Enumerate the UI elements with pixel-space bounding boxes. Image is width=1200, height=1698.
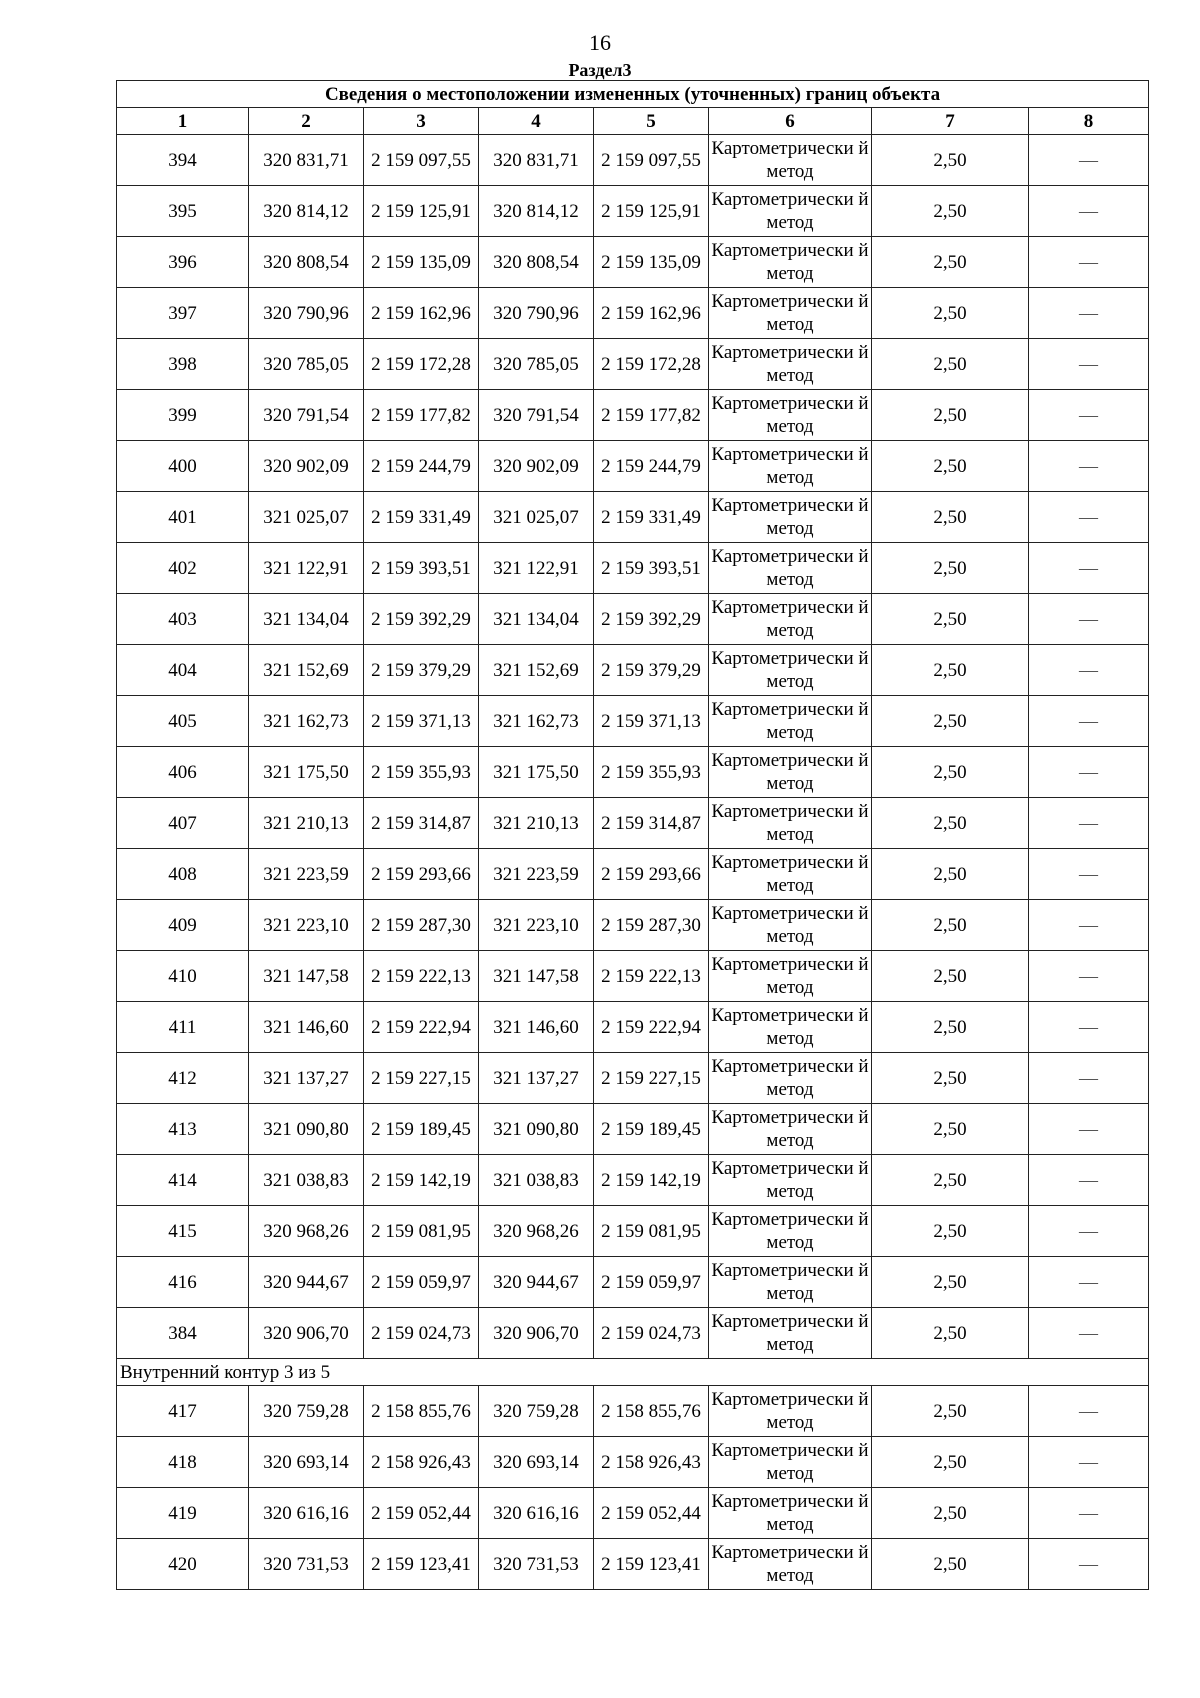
x2-coordinate-cell: 320 759,28	[479, 1386, 594, 1437]
column-header: 6	[709, 108, 872, 135]
table-row	[117, 1488, 1149, 1539]
method-cell: Картометрически й метод	[709, 696, 872, 747]
method-cell: Картометрически й метод	[709, 1053, 872, 1104]
point-number-cell: 396	[117, 237, 249, 288]
x2-coordinate-cell: 321 152,69	[479, 645, 594, 696]
point-number-cell: 409	[117, 900, 249, 951]
method-cell: Картометрически й метод	[709, 849, 872, 900]
x2-coordinate-cell: 321 162,73	[479, 696, 594, 747]
x-coordinate-cell: 320 693,14	[249, 1437, 364, 1488]
x-coordinate-cell: 320 902,09	[249, 441, 364, 492]
table-row	[117, 339, 1149, 390]
note-cell: —	[1029, 390, 1149, 441]
x-coordinate-cell: 320 790,96	[249, 288, 364, 339]
x-coordinate-cell: 321 038,83	[249, 1155, 364, 1206]
x-coordinate-cell: 320 785,05	[249, 339, 364, 390]
point-number-cell: 394	[117, 135, 249, 186]
x2-coordinate-cell: 320 831,71	[479, 135, 594, 186]
note-cell: —	[1029, 1155, 1149, 1206]
point-number-cell: 407	[117, 798, 249, 849]
table-row	[117, 390, 1149, 441]
y2-coordinate-cell: 2 159 293,66	[594, 849, 709, 900]
y2-coordinate-cell: 2 159 393,51	[594, 543, 709, 594]
point-number-cell: 417	[117, 1386, 249, 1437]
y2-coordinate-cell: 2 158 855,76	[594, 1386, 709, 1437]
note-cell: —	[1029, 543, 1149, 594]
section-title: Раздел3	[568, 60, 632, 80]
point-number-cell: 404	[117, 645, 249, 696]
accuracy-cell: 2,50	[872, 1386, 1029, 1437]
accuracy-cell: 2,50	[872, 1488, 1029, 1539]
y-coordinate-cell: 2 159 227,15	[364, 1053, 479, 1104]
method-cell: Картометрически й метод	[709, 594, 872, 645]
x-coordinate-cell: 321 146,60	[249, 1002, 364, 1053]
y2-coordinate-cell: 2 159 244,79	[594, 441, 709, 492]
table-row	[117, 1053, 1149, 1104]
table-row	[117, 441, 1149, 492]
y-coordinate-cell: 2 159 393,51	[364, 543, 479, 594]
x-coordinate-cell: 320 814,12	[249, 186, 364, 237]
y-coordinate-cell: 2 159 244,79	[364, 441, 479, 492]
note-cell: —	[1029, 135, 1149, 186]
method-cell: Картометрически й метод	[709, 747, 872, 798]
y2-coordinate-cell: 2 159 222,94	[594, 1002, 709, 1053]
accuracy-cell: 2,50	[872, 1002, 1029, 1053]
method-cell: Картометрически й метод	[709, 339, 872, 390]
y2-coordinate-cell: 2 159 331,49	[594, 492, 709, 543]
x-coordinate-cell: 321 137,27	[249, 1053, 364, 1104]
x2-coordinate-cell: 320 944,67	[479, 1257, 594, 1308]
table-row	[117, 696, 1149, 747]
y-coordinate-cell: 2 159 355,93	[364, 747, 479, 798]
x2-coordinate-cell: 320 693,14	[479, 1437, 594, 1488]
y2-coordinate-cell: 2 159 081,95	[594, 1206, 709, 1257]
note-cell: —	[1029, 849, 1149, 900]
method-cell: Картометрически й метод	[709, 951, 872, 1002]
y-coordinate-cell: 2 159 081,95	[364, 1206, 479, 1257]
x2-coordinate-cell: 321 223,10	[479, 900, 594, 951]
table-row	[117, 900, 1149, 951]
y2-coordinate-cell: 2 159 177,82	[594, 390, 709, 441]
method-cell: Картометрически й метод	[709, 390, 872, 441]
point-number-cell: 400	[117, 441, 249, 492]
table-row	[117, 1257, 1149, 1308]
method-cell: Картометрически й метод	[709, 1488, 872, 1539]
y-coordinate-cell: 2 158 926,43	[364, 1437, 479, 1488]
point-number-cell: 420	[117, 1539, 249, 1590]
column-header: 5	[594, 108, 709, 135]
accuracy-cell: 2,50	[872, 543, 1029, 594]
y-coordinate-cell: 2 159 162,96	[364, 288, 479, 339]
y2-coordinate-cell: 2 159 355,93	[594, 747, 709, 798]
method-cell: Картометрически й метод	[709, 1539, 872, 1590]
note-cell: —	[1029, 594, 1149, 645]
method-cell: Картометрически й метод	[709, 288, 872, 339]
x2-coordinate-cell: 321 223,59	[479, 849, 594, 900]
y2-coordinate-cell: 2 159 392,29	[594, 594, 709, 645]
x-coordinate-cell: 321 090,80	[249, 1104, 364, 1155]
table-row	[117, 798, 1149, 849]
x2-coordinate-cell: 320 814,12	[479, 186, 594, 237]
table-row	[117, 135, 1149, 186]
accuracy-cell: 2,50	[872, 1257, 1029, 1308]
x2-coordinate-cell: 320 616,16	[479, 1488, 594, 1539]
table-row	[117, 1386, 1149, 1437]
note-cell: —	[1029, 1002, 1149, 1053]
table-row	[117, 1206, 1149, 1257]
accuracy-cell: 2,50	[872, 186, 1029, 237]
x2-coordinate-cell: 321 175,50	[479, 747, 594, 798]
table-row	[117, 849, 1149, 900]
y-coordinate-cell: 2 159 287,30	[364, 900, 479, 951]
x-coordinate-cell: 320 944,67	[249, 1257, 364, 1308]
y-coordinate-cell: 2 159 172,28	[364, 339, 479, 390]
y2-coordinate-cell: 2 159 024,73	[594, 1308, 709, 1359]
point-number-cell: 411	[117, 1002, 249, 1053]
method-cell: Картометрически й метод	[709, 543, 872, 594]
accuracy-cell: 2,50	[872, 1155, 1029, 1206]
x2-coordinate-cell: 321 122,91	[479, 543, 594, 594]
x-coordinate-cell: 320 831,71	[249, 135, 364, 186]
column-header: 1	[117, 108, 249, 135]
table-row	[117, 492, 1149, 543]
method-cell: Картометрически й метод	[709, 645, 872, 696]
note-cell: —	[1029, 1257, 1149, 1308]
y-coordinate-cell: 2 159 371,13	[364, 696, 479, 747]
point-number-cell: 384	[117, 1308, 249, 1359]
y-coordinate-cell: 2 159 052,44	[364, 1488, 479, 1539]
point-number-cell: 416	[117, 1257, 249, 1308]
note-cell: —	[1029, 747, 1149, 798]
y2-coordinate-cell: 2 159 142,19	[594, 1155, 709, 1206]
y-coordinate-cell: 2 159 097,55	[364, 135, 479, 186]
table-title: Сведения о местоположении измененных (уточненных) границ объекта	[117, 81, 1149, 108]
point-number-cell: 403	[117, 594, 249, 645]
y-coordinate-cell: 2 159 123,41	[364, 1539, 479, 1590]
point-number-cell: 413	[117, 1104, 249, 1155]
contour-label-row	[117, 1359, 1149, 1386]
x-coordinate-cell: 320 731,53	[249, 1539, 364, 1590]
note-cell: —	[1029, 951, 1149, 1002]
note-cell: —	[1029, 900, 1149, 951]
accuracy-cell: 2,50	[872, 1308, 1029, 1359]
accuracy-cell: 2,50	[872, 798, 1029, 849]
column-header: 4	[479, 108, 594, 135]
method-cell: Картометрически й метод	[709, 1002, 872, 1053]
table-row	[117, 1155, 1149, 1206]
note-cell: —	[1029, 798, 1149, 849]
table-row	[117, 543, 1149, 594]
x-coordinate-cell: 320 791,54	[249, 390, 364, 441]
y-coordinate-cell: 2 159 125,91	[364, 186, 479, 237]
point-number-cell: 412	[117, 1053, 249, 1104]
method-cell: Картометрически й метод	[709, 441, 872, 492]
method-cell: Картометрически й метод	[709, 798, 872, 849]
x2-coordinate-cell: 320 902,09	[479, 441, 594, 492]
method-cell: Картометрически й метод	[709, 1386, 872, 1437]
x2-coordinate-cell: 320 808,54	[479, 237, 594, 288]
accuracy-cell: 2,50	[872, 339, 1029, 390]
accuracy-cell: 2,50	[872, 237, 1029, 288]
y2-coordinate-cell: 2 159 314,87	[594, 798, 709, 849]
y2-coordinate-cell: 2 159 227,15	[594, 1053, 709, 1104]
point-number-cell: 418	[117, 1437, 249, 1488]
x-coordinate-cell: 321 210,13	[249, 798, 364, 849]
table-row	[117, 747, 1149, 798]
note-cell: —	[1029, 1488, 1149, 1539]
table-body	[117, 135, 1149, 1590]
x2-coordinate-cell: 320 968,26	[479, 1206, 594, 1257]
column-header: 3	[364, 108, 479, 135]
y2-coordinate-cell: 2 159 125,91	[594, 186, 709, 237]
x2-coordinate-cell: 321 147,58	[479, 951, 594, 1002]
x2-coordinate-cell: 320 790,96	[479, 288, 594, 339]
accuracy-cell: 2,50	[872, 1104, 1029, 1155]
y-coordinate-cell: 2 159 177,82	[364, 390, 479, 441]
note-cell: —	[1029, 1104, 1149, 1155]
note-cell: —	[1029, 696, 1149, 747]
y-coordinate-cell: 2 159 379,29	[364, 645, 479, 696]
accuracy-cell: 2,50	[872, 390, 1029, 441]
note-cell: —	[1029, 1386, 1149, 1437]
point-number-cell: 397	[117, 288, 249, 339]
x2-coordinate-cell: 320 731,53	[479, 1539, 594, 1590]
point-number-cell: 406	[117, 747, 249, 798]
x-coordinate-cell: 321 122,91	[249, 543, 364, 594]
x-coordinate-cell: 321 134,04	[249, 594, 364, 645]
x-coordinate-cell: 320 759,28	[249, 1386, 364, 1437]
y2-coordinate-cell: 2 159 172,28	[594, 339, 709, 390]
accuracy-cell: 2,50	[872, 1437, 1029, 1488]
y-coordinate-cell: 2 159 392,29	[364, 594, 479, 645]
x-coordinate-cell: 320 616,16	[249, 1488, 364, 1539]
y2-coordinate-cell: 2 159 059,97	[594, 1257, 709, 1308]
coordinates-table	[116, 80, 1149, 1590]
x2-coordinate-cell: 321 025,07	[479, 492, 594, 543]
y2-coordinate-cell: 2 159 052,44	[594, 1488, 709, 1539]
y-coordinate-cell: 2 159 331,49	[364, 492, 479, 543]
method-cell: Картометрически й метод	[709, 1206, 872, 1257]
x-coordinate-cell: 320 968,26	[249, 1206, 364, 1257]
y2-coordinate-cell: 2 159 379,29	[594, 645, 709, 696]
note-cell: —	[1029, 441, 1149, 492]
page-number: 16	[589, 30, 611, 55]
note-cell: —	[1029, 1206, 1149, 1257]
y-coordinate-cell: 2 159 135,09	[364, 237, 479, 288]
y-coordinate-cell: 2 159 222,13	[364, 951, 479, 1002]
x2-coordinate-cell: 321 038,83	[479, 1155, 594, 1206]
table-row	[117, 1104, 1149, 1155]
y-coordinate-cell: 2 159 142,19	[364, 1155, 479, 1206]
x2-coordinate-cell: 321 210,13	[479, 798, 594, 849]
accuracy-cell: 2,50	[872, 1206, 1029, 1257]
accuracy-cell: 2,50	[872, 951, 1029, 1002]
x-coordinate-cell: 320 906,70	[249, 1308, 364, 1359]
column-header: 7	[872, 108, 1029, 135]
y2-coordinate-cell: 2 159 287,30	[594, 900, 709, 951]
table-row	[117, 1539, 1149, 1590]
note-cell: —	[1029, 1437, 1149, 1488]
point-number-cell: 395	[117, 186, 249, 237]
x-coordinate-cell: 320 808,54	[249, 237, 364, 288]
method-cell: Картометрически й метод	[709, 135, 872, 186]
accuracy-cell: 2,50	[872, 1539, 1029, 1590]
y2-coordinate-cell: 2 159 135,09	[594, 237, 709, 288]
y2-coordinate-cell: 2 159 189,45	[594, 1104, 709, 1155]
x-coordinate-cell: 321 175,50	[249, 747, 364, 798]
method-cell: Картометрически й метод	[709, 1437, 872, 1488]
accuracy-cell: 2,50	[872, 135, 1029, 186]
point-number-cell: 410	[117, 951, 249, 1002]
accuracy-cell: 2,50	[872, 645, 1029, 696]
point-number-cell: 419	[117, 1488, 249, 1539]
y-coordinate-cell: 2 159 314,87	[364, 798, 479, 849]
note-cell: —	[1029, 186, 1149, 237]
y-coordinate-cell: 2 159 024,73	[364, 1308, 479, 1359]
method-cell: Картометрически й метод	[709, 1257, 872, 1308]
accuracy-cell: 2,50	[872, 441, 1029, 492]
method-cell: Картометрически й метод	[709, 900, 872, 951]
column-header: 2	[249, 108, 364, 135]
point-number-cell: 408	[117, 849, 249, 900]
point-number-cell: 415	[117, 1206, 249, 1257]
y-coordinate-cell: 2 159 222,94	[364, 1002, 479, 1053]
method-cell: Картометрически й метод	[709, 492, 872, 543]
point-number-cell: 405	[117, 696, 249, 747]
accuracy-cell: 2,50	[872, 492, 1029, 543]
x2-coordinate-cell: 321 146,60	[479, 1002, 594, 1053]
table-row	[117, 1308, 1149, 1359]
accuracy-cell: 2,50	[872, 1053, 1029, 1104]
table-row	[117, 951, 1149, 1002]
point-number-cell: 398	[117, 339, 249, 390]
y2-coordinate-cell: 2 159 097,55	[594, 135, 709, 186]
table-row	[117, 1002, 1149, 1053]
x2-coordinate-cell: 320 791,54	[479, 390, 594, 441]
method-cell: Картометрически й метод	[709, 1308, 872, 1359]
x2-coordinate-cell: 320 906,70	[479, 1308, 594, 1359]
x-coordinate-cell: 321 223,10	[249, 900, 364, 951]
table-row	[117, 288, 1149, 339]
y-coordinate-cell: 2 159 293,66	[364, 849, 479, 900]
y2-coordinate-cell: 2 158 926,43	[594, 1437, 709, 1488]
note-cell: —	[1029, 492, 1149, 543]
note-cell: —	[1029, 1539, 1149, 1590]
accuracy-cell: 2,50	[872, 594, 1029, 645]
x2-coordinate-cell: 321 090,80	[479, 1104, 594, 1155]
x-coordinate-cell: 321 223,59	[249, 849, 364, 900]
x-coordinate-cell: 321 147,58	[249, 951, 364, 1002]
note-cell: —	[1029, 1308, 1149, 1359]
table-row	[117, 1437, 1149, 1488]
x-coordinate-cell: 321 025,07	[249, 492, 364, 543]
table-row	[117, 594, 1149, 645]
x-coordinate-cell: 321 162,73	[249, 696, 364, 747]
y2-coordinate-cell: 2 159 371,13	[594, 696, 709, 747]
note-cell: —	[1029, 237, 1149, 288]
table-row	[117, 645, 1149, 696]
x-coordinate-cell: 321 152,69	[249, 645, 364, 696]
accuracy-cell: 2,50	[872, 696, 1029, 747]
x2-coordinate-cell: 320 785,05	[479, 339, 594, 390]
table-row	[117, 237, 1149, 288]
y2-coordinate-cell: 2 159 222,13	[594, 951, 709, 1002]
table-row	[117, 186, 1149, 237]
accuracy-cell: 2,50	[872, 900, 1029, 951]
contour-label: Внутренний контур 3 из 5	[117, 1359, 1149, 1386]
note-cell: —	[1029, 645, 1149, 696]
point-number-cell: 402	[117, 543, 249, 594]
point-number-cell: 399	[117, 390, 249, 441]
note-cell: —	[1029, 1053, 1149, 1104]
y-coordinate-cell: 2 158 855,76	[364, 1386, 479, 1437]
y2-coordinate-cell: 2 159 162,96	[594, 288, 709, 339]
y-coordinate-cell: 2 159 059,97	[364, 1257, 479, 1308]
y-coordinate-cell: 2 159 189,45	[364, 1104, 479, 1155]
note-cell: —	[1029, 339, 1149, 390]
note-cell: —	[1029, 288, 1149, 339]
x2-coordinate-cell: 321 137,27	[479, 1053, 594, 1104]
accuracy-cell: 2,50	[872, 288, 1029, 339]
accuracy-cell: 2,50	[872, 849, 1029, 900]
x2-coordinate-cell: 321 134,04	[479, 594, 594, 645]
accuracy-cell: 2,50	[872, 747, 1029, 798]
method-cell: Картометрически й метод	[709, 237, 872, 288]
method-cell: Картометрически й метод	[709, 1155, 872, 1206]
column-header-row	[117, 108, 1149, 135]
method-cell: Картометрически й метод	[709, 186, 872, 237]
y2-coordinate-cell: 2 159 123,41	[594, 1539, 709, 1590]
column-header: 8	[1029, 108, 1149, 135]
point-number-cell: 401	[117, 492, 249, 543]
point-number-cell: 414	[117, 1155, 249, 1206]
method-cell: Картометрически й метод	[709, 1104, 872, 1155]
